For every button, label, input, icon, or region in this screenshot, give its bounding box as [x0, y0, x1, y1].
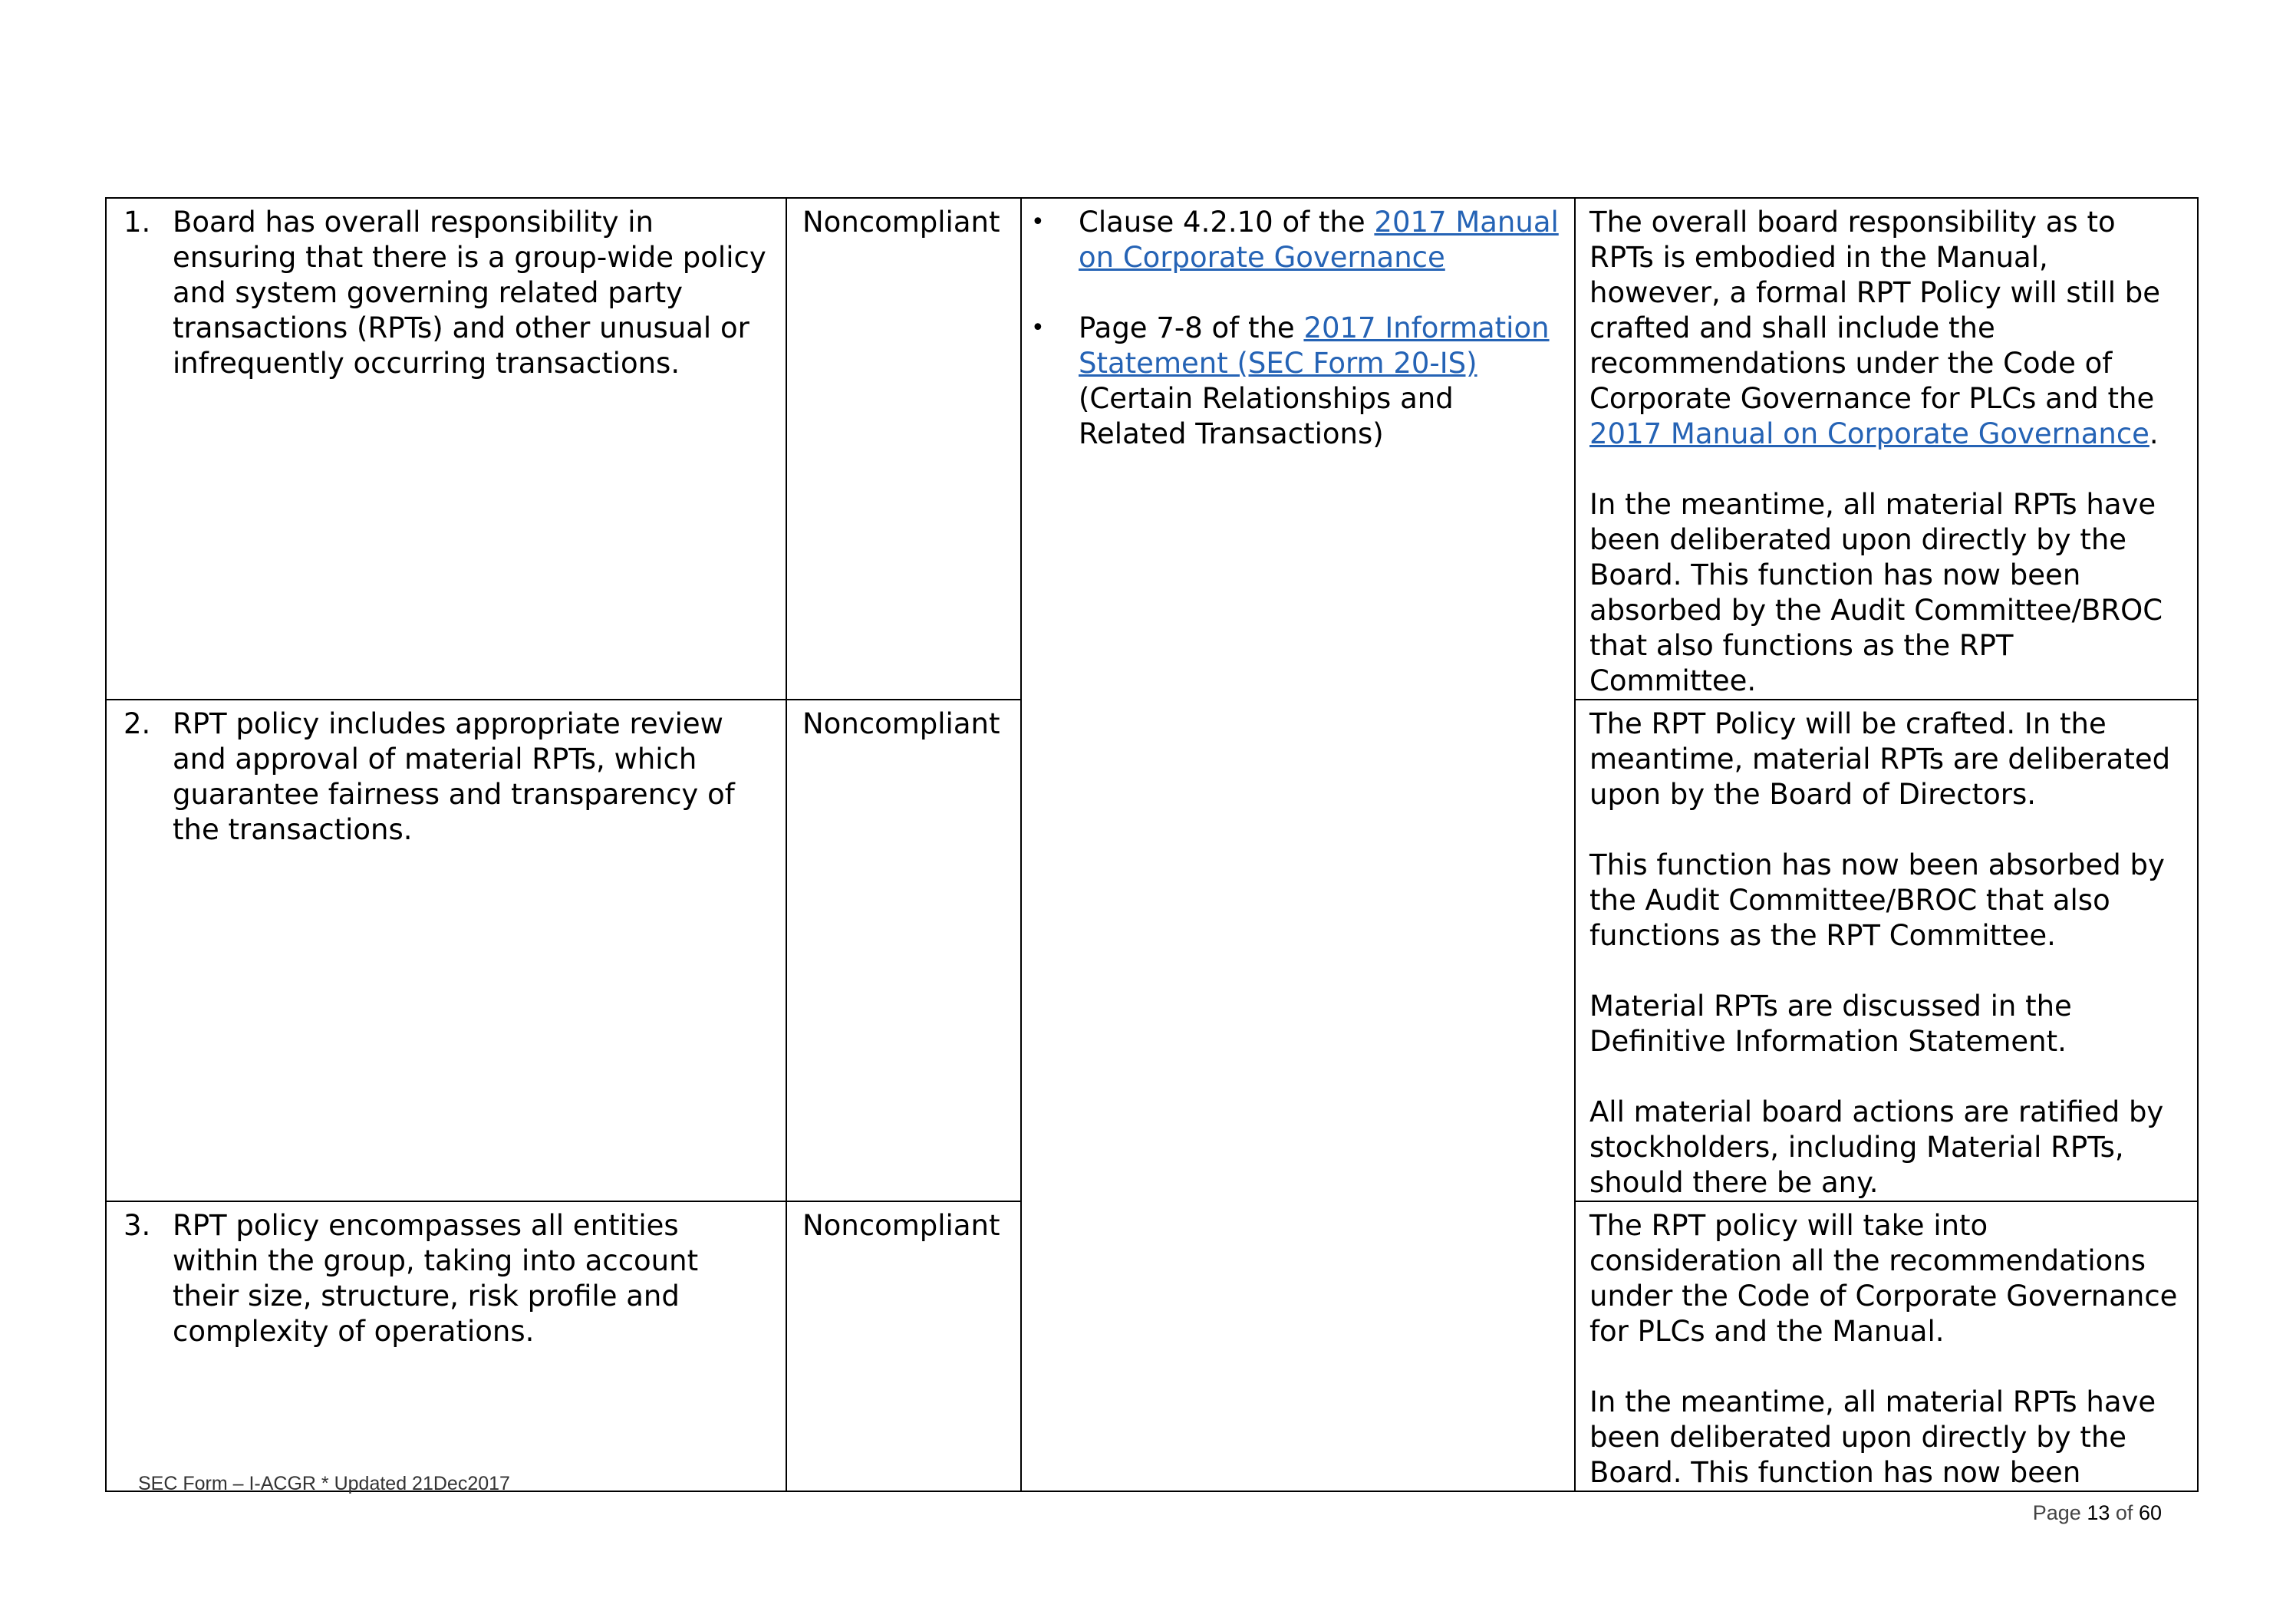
- current-page: 13: [2087, 1501, 2110, 1524]
- bullet-icon: •: [1031, 315, 1045, 341]
- page-number: Page 13 of 60: [2032, 1501, 2162, 1524]
- explanation-paragraph: In the meantime, all material RPTs have been deliberated upon directly by the Board. This function has now been: [1589, 1385, 2156, 1489]
- compliance-status: Noncompliant: [802, 206, 1000, 239]
- explanation-cell: [1575, 198, 2198, 700]
- reference-prefix: Clause 4.2.10 of the: [1079, 206, 1375, 239]
- compliance-table: [105, 197, 2199, 1492]
- compliance-status-cell: [786, 1201, 1021, 1491]
- reference-item: [1022, 205, 1563, 275]
- compliance-status: Noncompliant: [802, 1209, 1000, 1242]
- item-number: 3.: [124, 1209, 151, 1242]
- reference-suffix: (Certain Relationships and Related Transactions): [1079, 382, 1454, 450]
- compliance-status-cell: [786, 198, 1021, 700]
- explanation-paragraph: The RPT policy will take into consideration all the recommendations under the Code of Corporate Governance for PLCs and the Manual.: [1589, 1209, 2178, 1348]
- compliance-status-cell: [786, 700, 1021, 1201]
- recommendation-cell: [106, 1201, 786, 1491]
- item-number: 2.: [124, 707, 151, 740]
- explanation-paragraph: All material board actions are ratified by stockholders, including Material RPTs, should there be any.: [1589, 1095, 2164, 1199]
- explanation-paragraph: In the meantime, all material RPTs have been deliberated upon directly by the Board. This function has now been absorbed by the Audit Committee/BROC that also functions as the RPT Committee.: [1589, 488, 2163, 697]
- explanation-paragraph: Material RPTs are discussed in the Definitive Information Statement.: [1589, 990, 2072, 1058]
- explanation-cell: [1575, 700, 2198, 1201]
- explanation-paragraph: The overall board responsibility as to RPTs is embodied in the Manual, however, a formal RPT Policy will still be crafted and shall include the recommendations under the Code of Corporate Governance for PLCs and the 2017 Manual on Corporate Governance.: [1589, 206, 2160, 450]
- recommendation-text: Board has overall responsibility in ensuring that there is a group-wide policy and system governing related party transactions (RPTs) and other unusual or infrequently occurring transactions.: [173, 206, 766, 380]
- reference-item: [1022, 311, 1563, 452]
- recommendation-cell: [106, 700, 786, 1201]
- item-number: 1.: [124, 206, 151, 239]
- manual-link[interactable]: 2017 Manual on Corporate Governance: [1079, 206, 1559, 274]
- total-pages: 60: [2138, 1501, 2162, 1524]
- information-statement-link[interactable]: 2017 Information Statement (SEC Form 20-IS): [1079, 311, 1550, 380]
- explanation-paragraph: The RPT Policy will be crafted. In the meantime, material RPTs are deliberated upon by the Board of Directors.: [1589, 707, 2171, 811]
- explanation-paragraph: This function has now been absorbed by the Audit Committee/BROC that also functions as the RPT Committee.: [1589, 848, 2165, 952]
- reference-cell: [1021, 198, 1575, 1491]
- recommendation-cell: [106, 198, 786, 700]
- reference-prefix: Page 7-8 of the: [1079, 311, 1304, 344]
- explanation-cell: [1575, 1201, 2198, 1491]
- recommendation-text: RPT policy includes appropriate review and approval of material RPTs, which guarantee fairness and transparency of the transactions.: [173, 707, 735, 846]
- form-label: SEC Form – I-ACGR * Updated 21Dec2017: [138, 1473, 510, 1494]
- manual-link[interactable]: 2017 Manual on Corporate Governance: [1589, 417, 2149, 450]
- compliance-status: Noncompliant: [802, 707, 1000, 740]
- recommendation-text: RPT policy encompasses all entities within the group, taking into account their size, structure, risk profile and complexity of operations.: [173, 1209, 699, 1348]
- bullet-icon: •: [1031, 209, 1045, 236]
- table-row: [106, 198, 2198, 700]
